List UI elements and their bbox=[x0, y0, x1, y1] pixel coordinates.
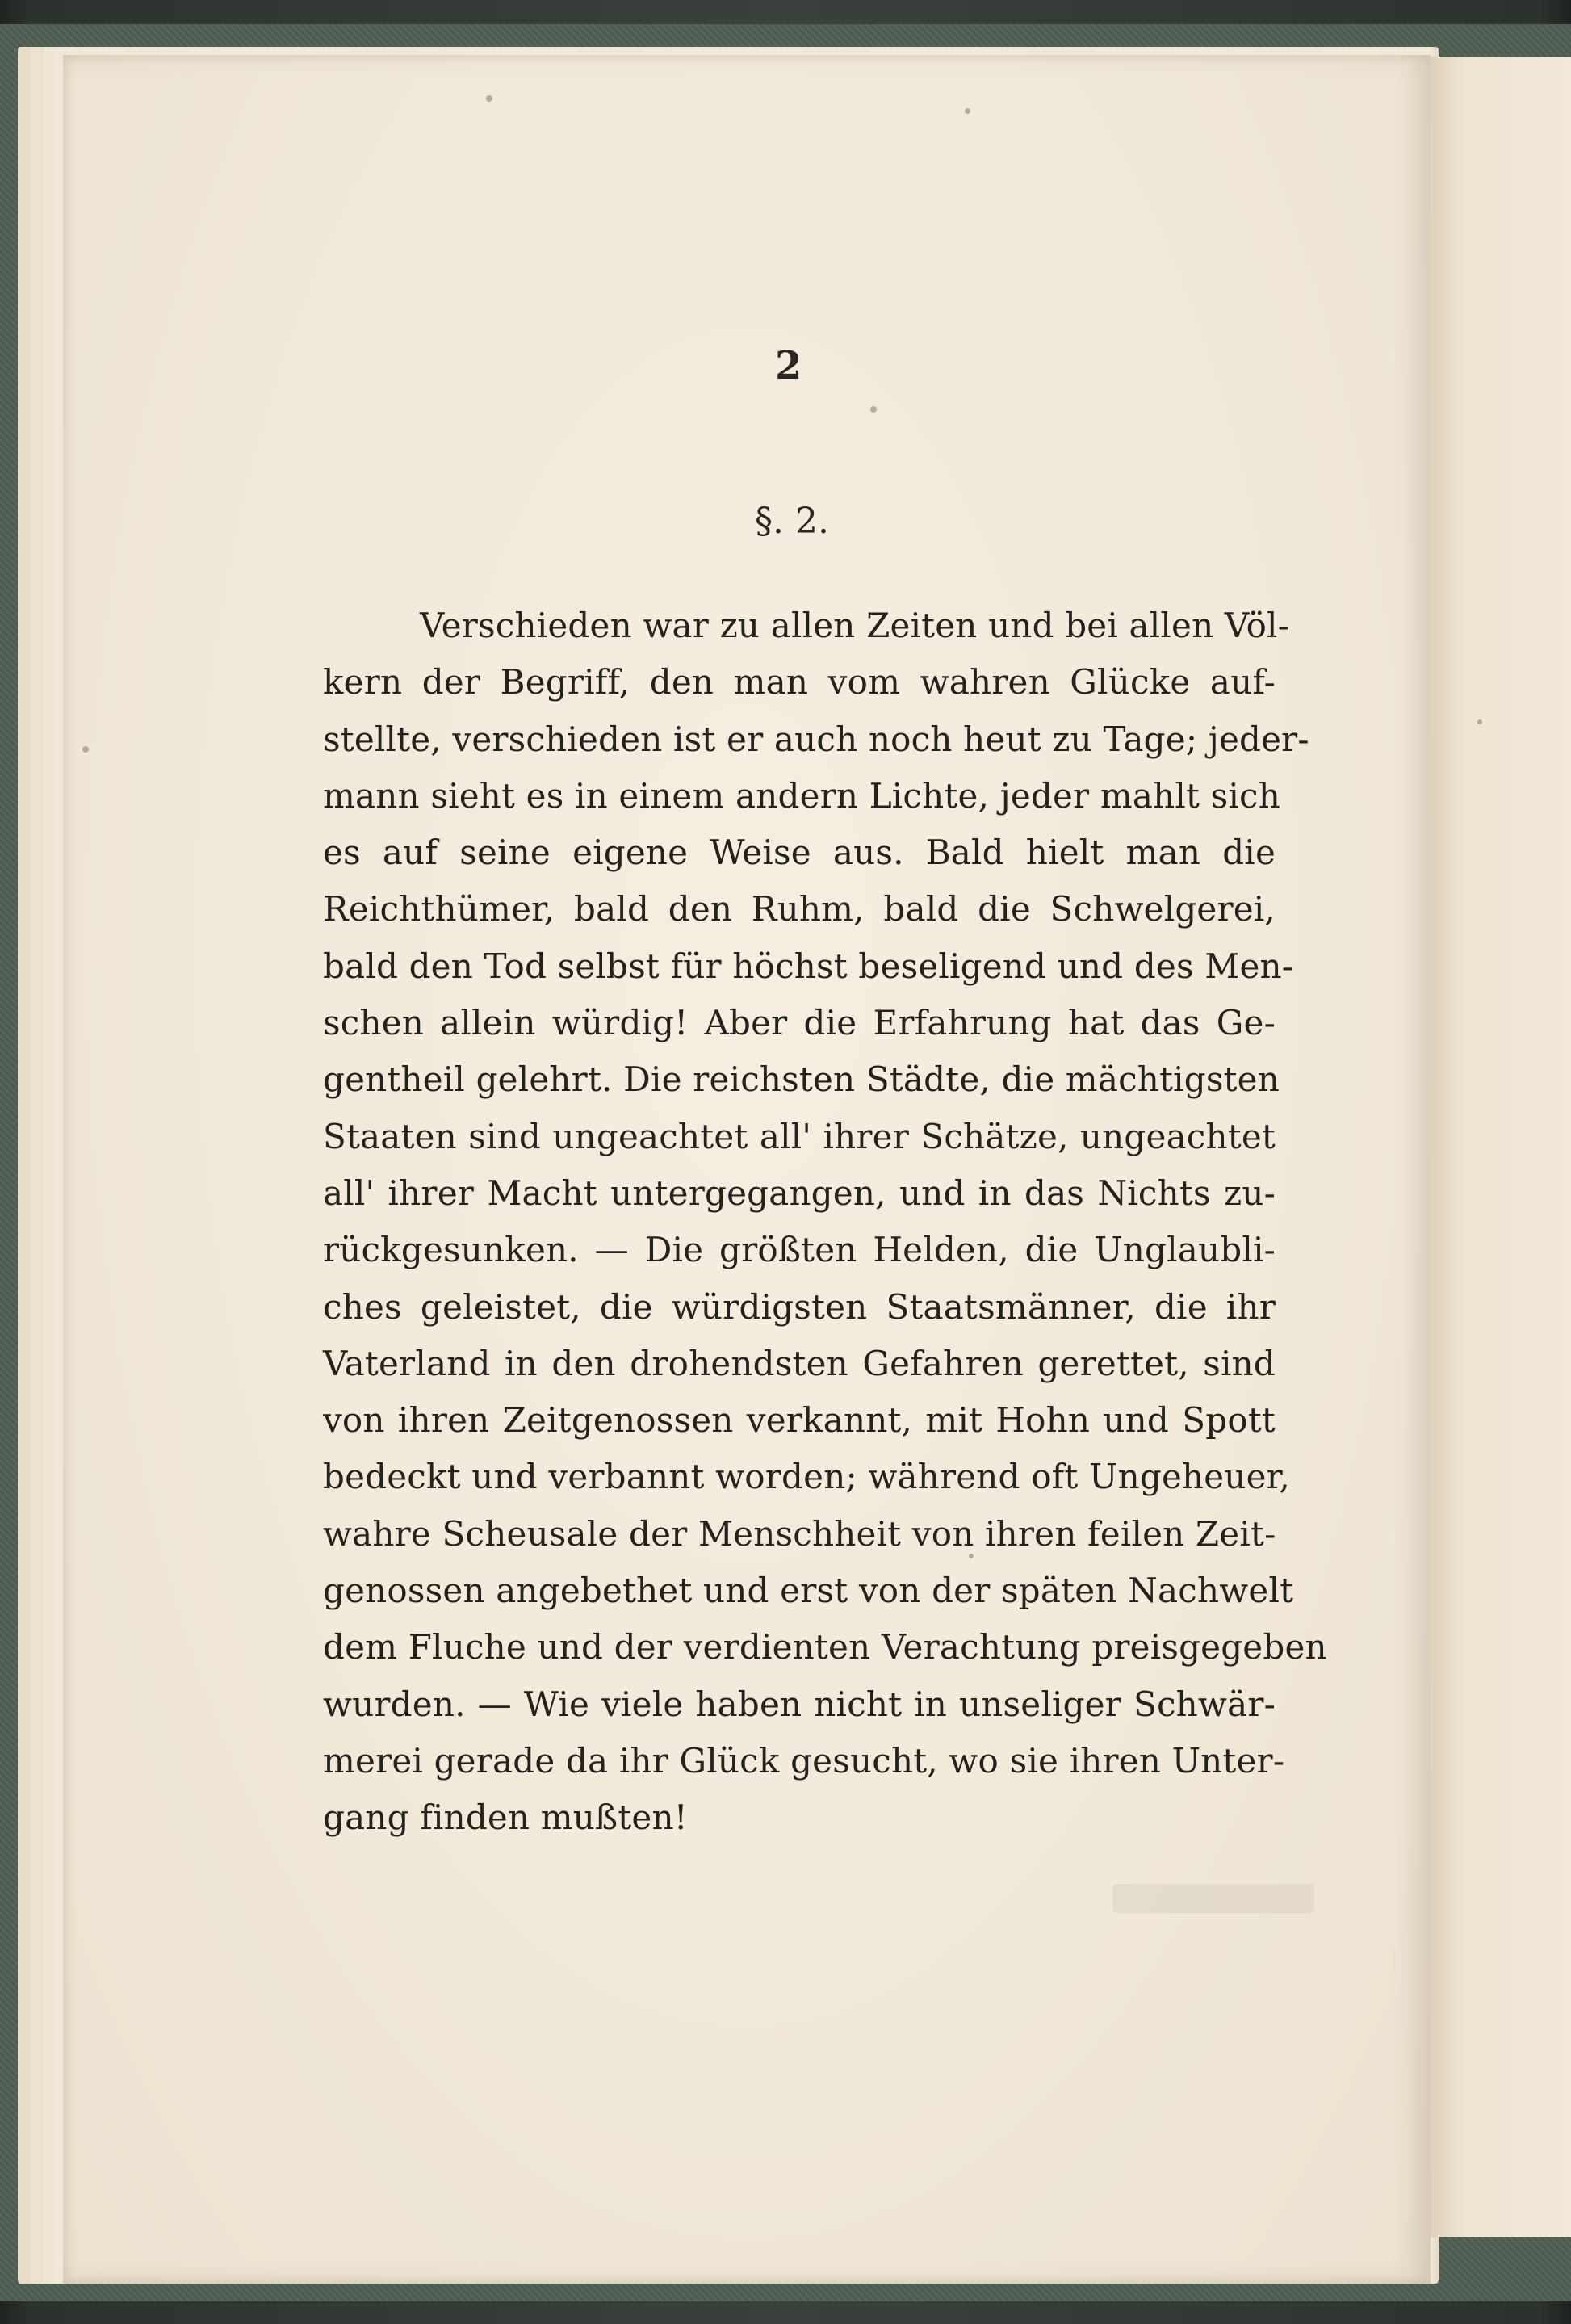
paper-speck bbox=[965, 108, 970, 114]
text-line: kern der Begriff, den man vom wahren Glücke auf- bbox=[323, 662, 1276, 703]
faint-stamp-mark bbox=[1112, 1884, 1314, 1913]
text-line: all' ihrer Macht untergegangen, und in das Nichts zu- bbox=[323, 1172, 1276, 1213]
text-line: Verschieden war zu allen Zeiten und bei allen Völ- bbox=[420, 606, 1290, 645]
text-line: gang finden mußten! bbox=[323, 1798, 688, 1838]
text-line: dem Fluche und der verdienten Verachtung preisgegeben bbox=[323, 1627, 1327, 1667]
paper-speck bbox=[486, 95, 492, 102]
paper-speck bbox=[870, 406, 877, 413]
page-number: 2 bbox=[775, 343, 802, 388]
text-line: merei gerade da ihr Glück gesucht, wo sie ihren Unter- bbox=[323, 1740, 1285, 1781]
text-line: bedeckt und verbannt worden; während oft Ungeheuer, bbox=[323, 1457, 1290, 1497]
text-line: wurden. — Wie viele haben nicht in unseliger Schwär- bbox=[323, 1684, 1276, 1724]
text-line: ches geleistet, die würdigsten Staatsmänner, die ihr bbox=[323, 1286, 1276, 1327]
text-line: wahre Scheusale der Menschheit von ihren feilen Zeit- bbox=[323, 1513, 1276, 1554]
text-line: schen allein würdig! Aber die Erfahrung hat das Ge- bbox=[323, 1003, 1276, 1043]
text-line: Staaten sind ungeachtet all' ihrer Schätze, ungeachtet bbox=[323, 1116, 1276, 1156]
text-line: gentheil gelehrt. Die reichsten Städte, die mächtigsten bbox=[323, 1059, 1280, 1100]
facing-page-edge bbox=[1421, 57, 1571, 2237]
text-line: Vaterland in den drohendsten Gefahren gerettet, sind bbox=[323, 1343, 1276, 1383]
text-line: rückgesunken. — Die größten Helden, die Unglaubli- bbox=[323, 1230, 1276, 1270]
paper-speck bbox=[82, 746, 89, 753]
text-line: genossen angebethet und erst von der späten Nachwelt bbox=[323, 1571, 1294, 1611]
body-paragraph bbox=[323, 598, 1327, 1847]
text-line: es auf seine eigene Weise aus. Bald hielt man die bbox=[323, 833, 1276, 873]
text-line: Reichthümer, bald den Ruhm, bald die Schwelgerei, bbox=[323, 889, 1276, 929]
text-line: bald den Tod selbst für höchst beseligend und des Men- bbox=[323, 946, 1294, 986]
text-line: mann sieht es in einem andern Lichte, jeder mahlt sich bbox=[323, 775, 1281, 816]
text-line: von ihren Zeitgenossen verkannt, mit Hohn und Spott bbox=[323, 1400, 1276, 1441]
paper-speck bbox=[1477, 719, 1482, 724]
section-heading: §. 2. bbox=[755, 501, 829, 542]
text-line: stellte, verschieden ist er auch noch heut zu Tage; jeder- bbox=[323, 719, 1309, 759]
